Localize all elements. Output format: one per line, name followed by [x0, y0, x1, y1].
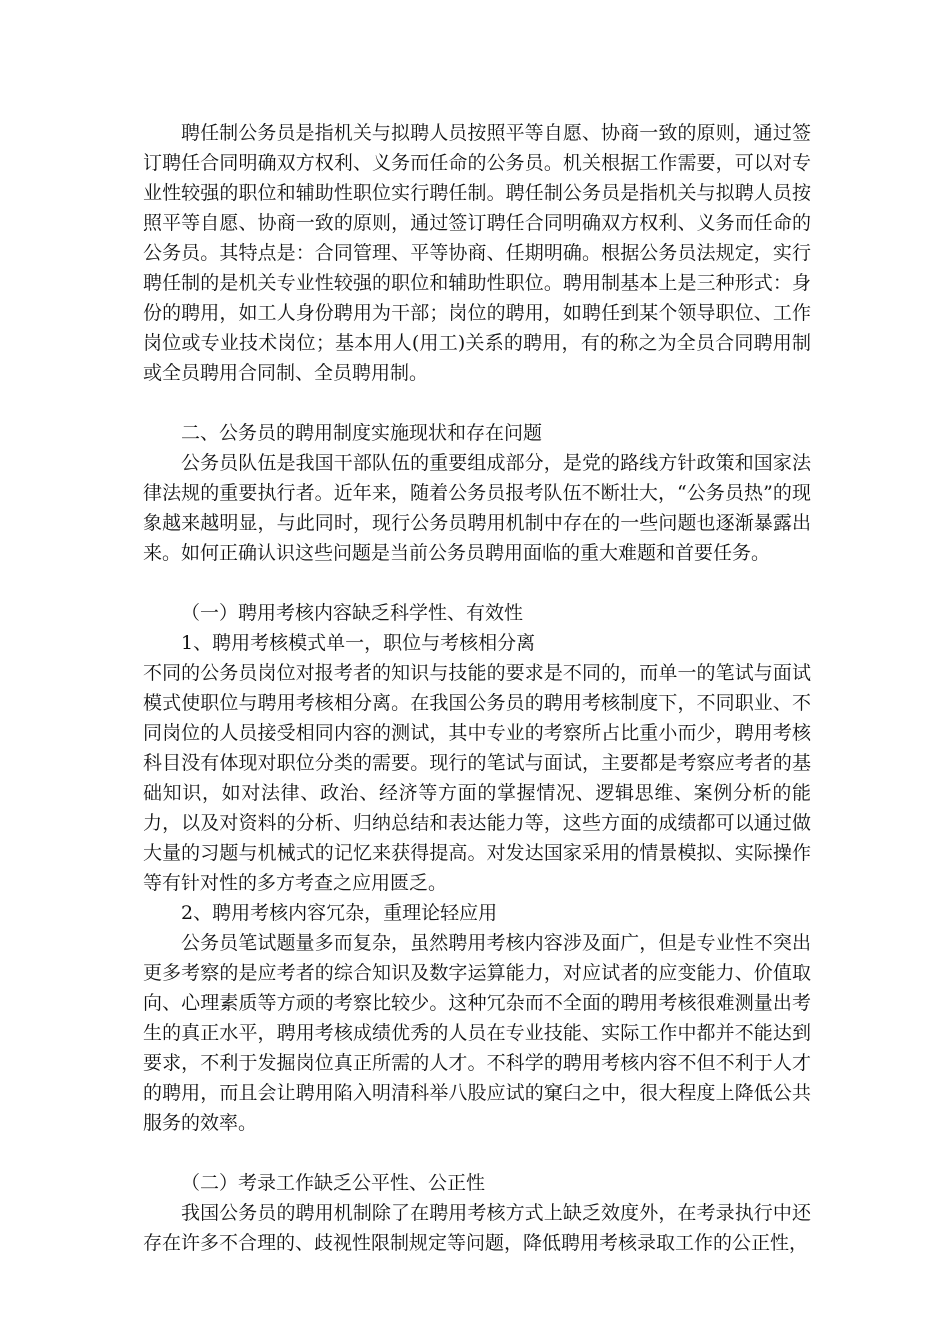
- paragraph-intro: 聘任制公务员是指机关与拟聘人员按照平等自愿、协商一致的原则，通过签订聘任合同明确双方权利、义务而任命的公务员。机关根据工作需要，可以对专业性较强的职位和辅助性职位实行聘任制。聘任制公务员是指机关与拟聘人员按照平等自愿、协商一致的原则，通过签订聘任合同明确双方权利、义务而任命的公务员。其特点是：合同管理、平等协商、任期明确。根据公务员法规定，实行聘任制的是机关专业性较强的职位和辅助性职位。聘用制基本上是三种形式：身份的聘用，如工人身份聘用为干部；岗位的聘用，如聘任到某个领导职位、工作岗位或专业技术岗位；基本用人(用工)关系的聘用，有的称之为全员合同聘用制或全员聘用合同制、全员聘用制。: [143, 122, 811, 384]
- paragraph-gap: [143, 1138, 811, 1168]
- paragraph-point-1: 不同的公务员岗位对报考者的知识与技能的要求是不同的，而单一的笔试与面试模式使职位与聘用考核相分离。在我国公务员的聘用考核制度下，不同职业、不同岗位的人员接受相同内容的测试，其中专业的考察所占比重小而少，聘用考核科目没有体现对职位分类的需要。现行的笔试与面试，主要都是考察应考者的基础知识，如对法律、政治、经济等方面的掌握情况、逻辑思维、案例分析的能力，以及对资料的分析、归纳总结和表达能力等，这些方面的成绩都可以通过做大量的习题与机械式的记忆来获得提高。对发达国家采用的情景模拟、实际操作等有针对性的多方考查之应用匮乏。: [143, 662, 811, 894]
- paragraph-section-2: 公务员队伍是我国干部队伍的重要组成部分，是党的路线方针政策和国家法律法规的重要执行者。近年来，随着公务员报考队伍不断壮大，“公务员热”的现象越来越明显，与此同时，现行公务员聘用机制中存在的一些问题也逐渐暴露出来。如何正确认识这些问题是当前公务员聘用面临的重大难题和首要任务。: [143, 452, 811, 564]
- paragraph-gap: [143, 388, 811, 418]
- point-heading-2: 2、聘用考核内容冗杂，重理论轻应用: [181, 902, 498, 924]
- point-heading-1: 1、聘用考核模式单一，职位与考核相分离: [181, 632, 536, 654]
- document-body: [143, 118, 811, 1258]
- section-heading-2: 二、公务员的聘用制度实施现状和存在问题: [181, 422, 543, 444]
- paragraph-gap: [143, 568, 811, 598]
- subsection-heading-1: （一）聘用考核内容缺乏科学性、有效性: [181, 602, 524, 624]
- subsection-heading-2: （二）考录工作缺乏公平性、公正性: [181, 1172, 486, 1194]
- paragraph-point-2: 公务员笔试题量多而复杂，虽然聘用考核内容涉及面广，但是专业性不突出更多考察的是应考者的综合知识及数字运算能力，对应试者的应变能力、价值取向、心理素质等方顽的考察比较少。这种冗杂而不全面的聘用考核很难测量出考生的真正水平，聘用考核成绩优秀的人员在专业技能、实际工作中都并不能达到要求，不利于发掘岗位真正所需的人才。不科学的聘用考核内容不但不利于人才的聘用，而且会让聘用陷入明清科举八股应试的窠臼之中，很大程度上降低公共服务的效率。: [143, 932, 811, 1134]
- paragraph-subsection-2: 我国公务员的聘用机制除了在聘用考核方式上缺乏效度外，在考录执行中还存在许多不合理的、歧视性限制规定等问题，降低聘用考核录取工作的公正性，: [143, 1202, 811, 1254]
